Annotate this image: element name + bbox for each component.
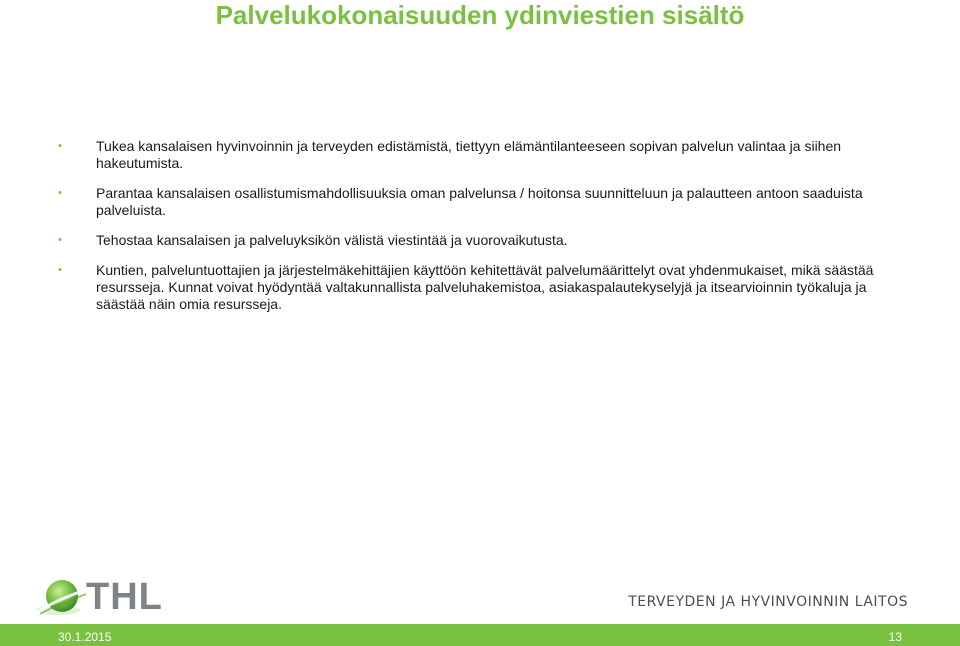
bullet-list [58, 138, 908, 326]
page-number: 13 [888, 630, 902, 644]
bullet-item [58, 138, 908, 172]
bullet-icon: • [58, 187, 62, 199]
logo-wordmark: THL [86, 576, 163, 618]
bullet-icon: • [58, 234, 62, 246]
bullet-item [58, 262, 908, 313]
bullet-text: Parantaa kansalaisen osallistumismahdollisuuksia oman palvelunsa / hoitonsa suunnitteluun ja palautteen antoon saaduista palveluista. [96, 185, 863, 218]
footer-bar [0, 624, 960, 646]
bullet-icon: • [58, 264, 62, 276]
slide-title: Palvelukokonaisuuden ydinviestien sisältö [215, 0, 745, 30]
bullet-item [58, 185, 908, 219]
bullet-text: Kuntien, palveluntuottajien ja järjestelmäkehittäjien käyttöön kehitettävät palvelumäärittelyt ovat yhdenmukaiset, mikä säästää resursseja. Kunnat voivat hyödyntää valtakunnallista palveluhakemistoa, asiakaspalautekyselyjä ja itsearvioinnin työkaluja ja säästää näin omia resursseja. [96, 262, 874, 312]
bullet-text: Tehostaa kansalaisen ja palveluyksikön välistä viestintää ja vuorovaikutusta. [96, 232, 568, 248]
bullet-text: Tukea kansalaisen hyvinvoinnin ja terveyden edistämistä, tiettyyn elämäntilanteeseen sopivan palvelun valintaa ja siihen hakeutumista. [96, 138, 842, 171]
bullet-icon: • [58, 140, 62, 152]
footer-date: 30.1.2015 [58, 630, 112, 644]
bullet-item [58, 232, 908, 249]
organization-name: TERVEYDEN JA HYVINVOINNIN LAITOS [628, 594, 908, 610]
